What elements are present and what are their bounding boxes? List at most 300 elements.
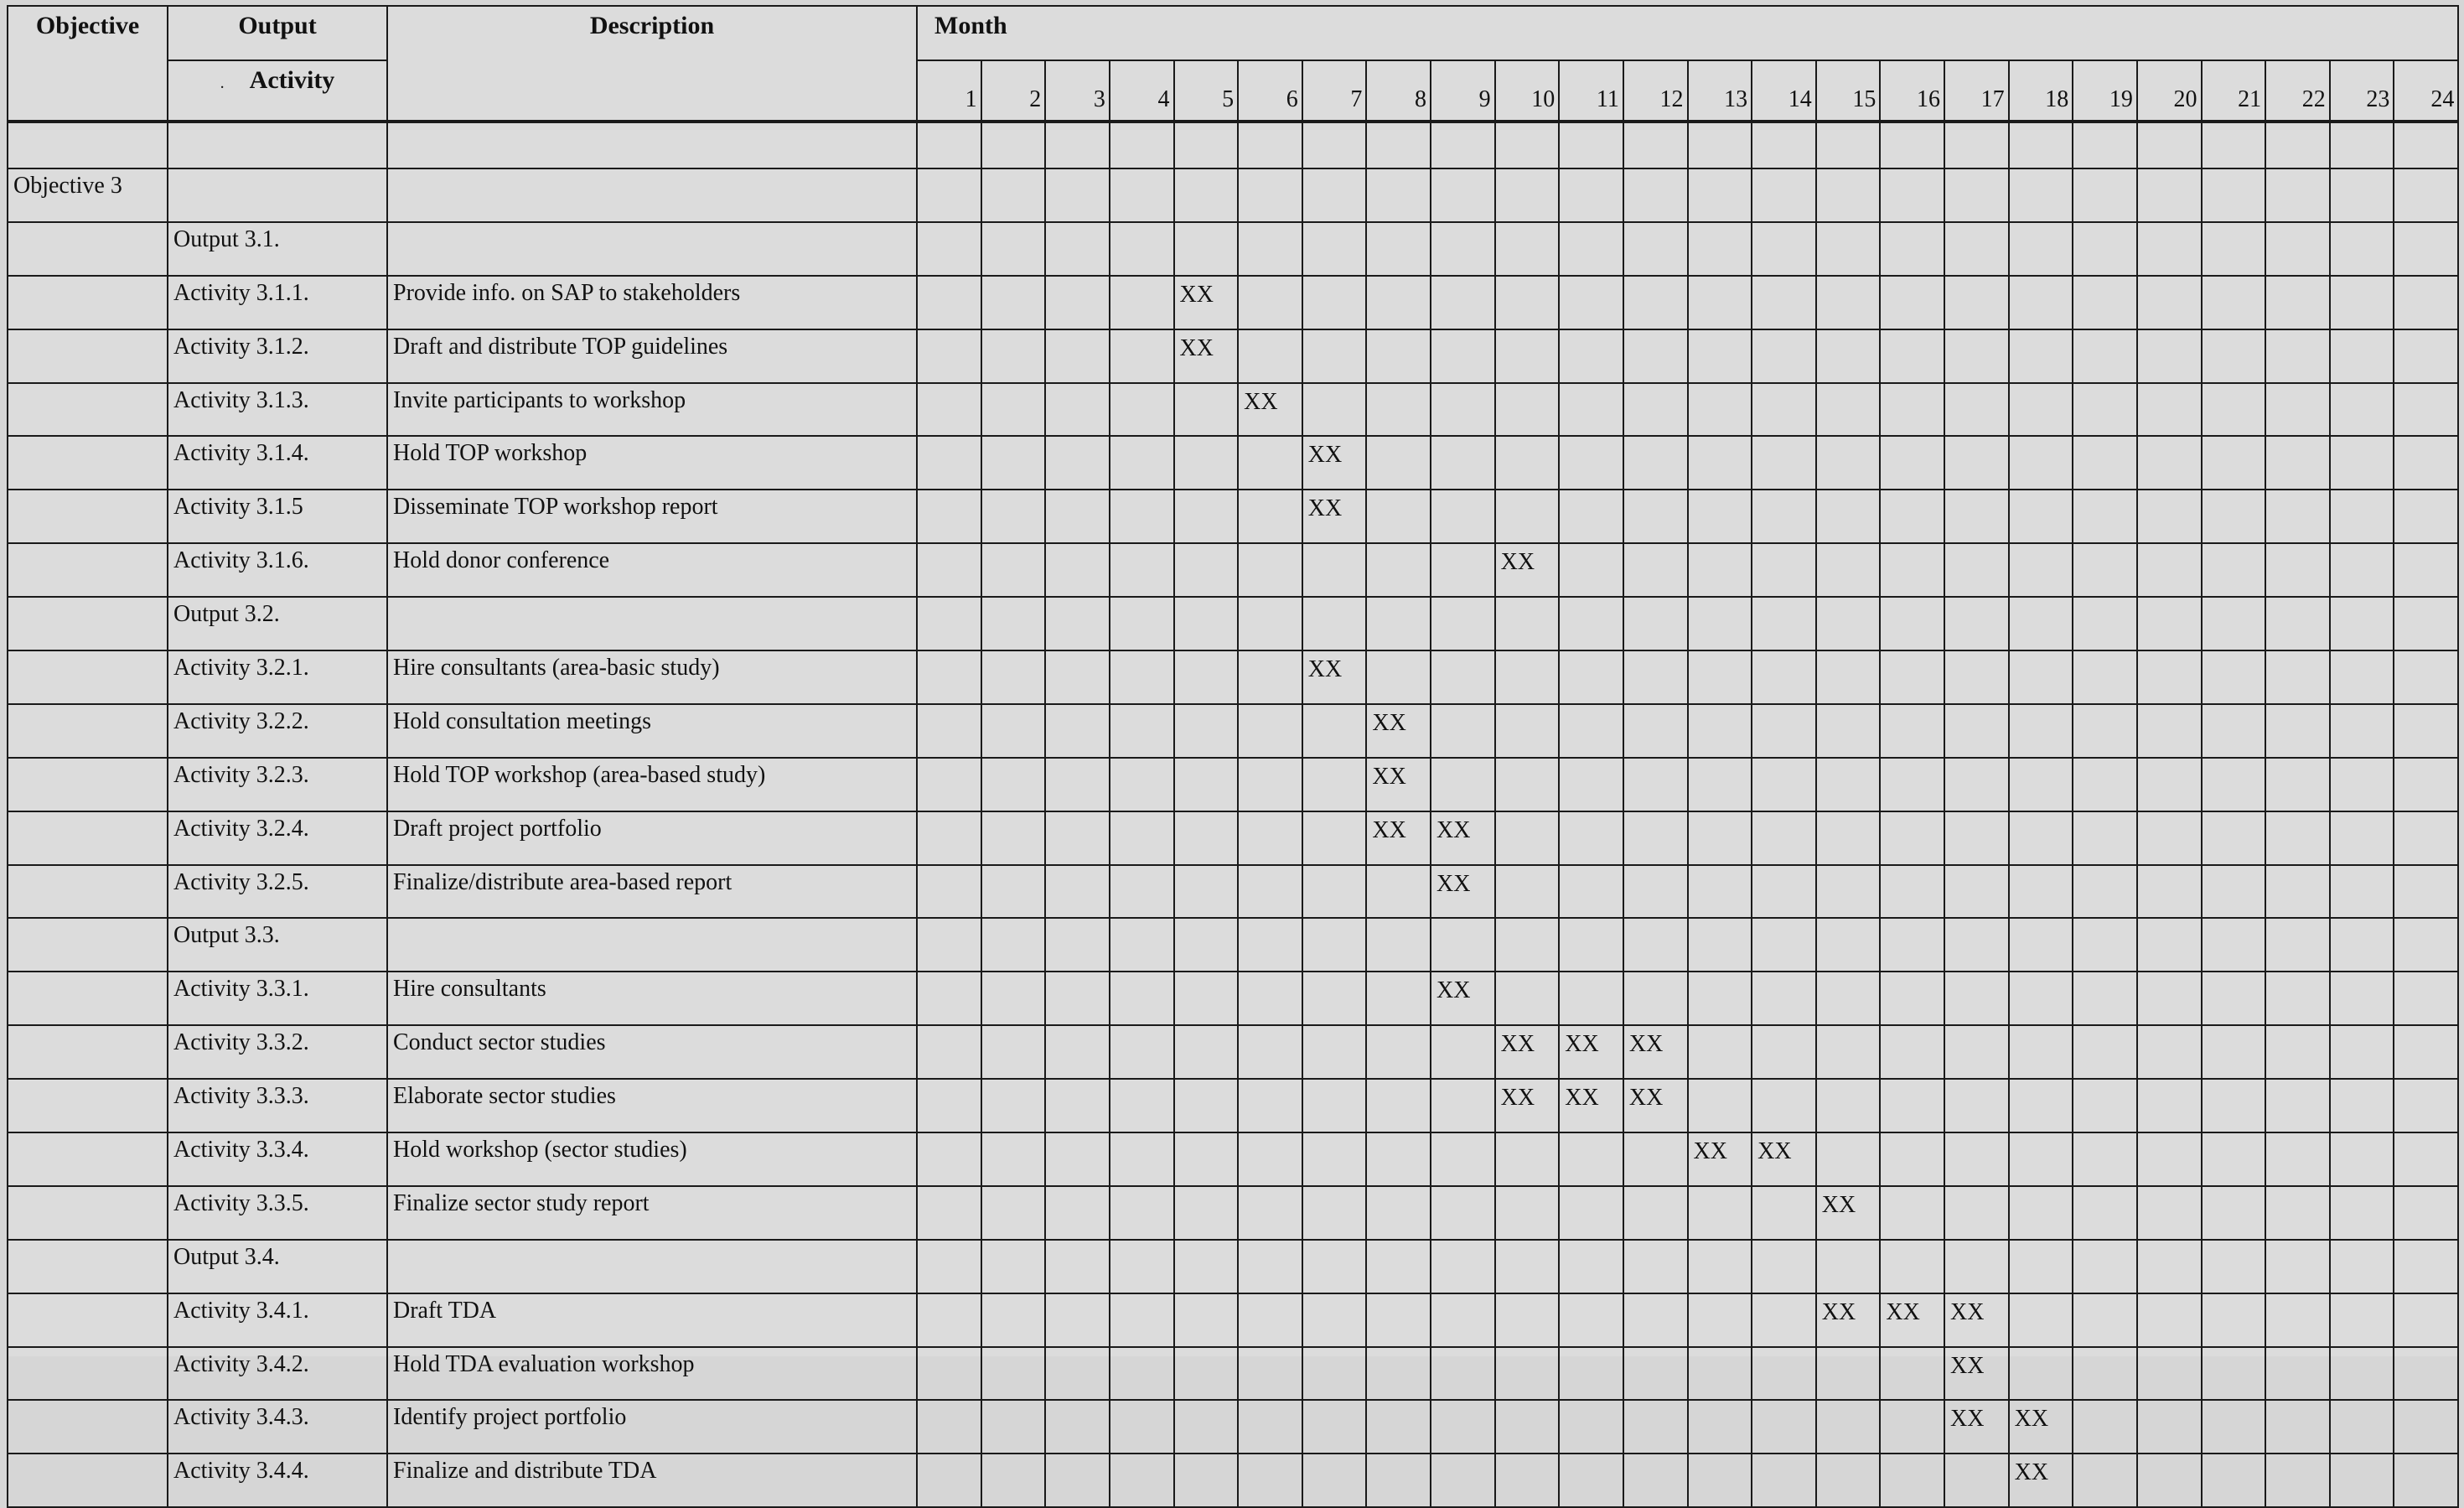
month-cell — [1366, 972, 1431, 1025]
month-cell — [1174, 865, 1239, 919]
month-cell — [1302, 811, 1367, 865]
month-cell — [2137, 811, 2202, 865]
month-cell — [2073, 543, 2137, 597]
month-cell — [1174, 222, 1239, 276]
month-cell — [1623, 1132, 1688, 1186]
month-cell — [1623, 490, 1688, 543]
month-cell — [1623, 168, 1688, 222]
month-cell — [1302, 972, 1367, 1025]
month-number-header: 1 — [917, 60, 981, 122]
month-cell — [1495, 490, 1560, 543]
month-cell — [2265, 1132, 2330, 1186]
month-cell — [1559, 758, 1623, 811]
month-cell — [2394, 490, 2458, 543]
month-cell — [1366, 1025, 1431, 1079]
month-cell — [1816, 704, 1881, 758]
description-header: Description — [387, 6, 917, 60]
month-cell — [2202, 1400, 2266, 1454]
month-cell — [2330, 383, 2394, 437]
month-cell — [1110, 758, 1174, 811]
month-cell — [1110, 1293, 1174, 1347]
month-cell — [2009, 276, 2073, 329]
month-cell — [1944, 1079, 2009, 1132]
month-cell — [2265, 222, 2330, 276]
month-cell — [2073, 758, 2137, 811]
month-cell — [1688, 865, 1752, 919]
month-cell — [2265, 1293, 2330, 1347]
month-cell — [1366, 543, 1431, 597]
description-cell — [387, 1240, 917, 1293]
month-cell — [1366, 1400, 1431, 1454]
month-cell — [1688, 811, 1752, 865]
month-cell — [2330, 1454, 2394, 1507]
month-cell — [1623, 1400, 1688, 1454]
month-cell — [981, 1293, 1046, 1347]
month-cell — [981, 1079, 1046, 1132]
spacer-cell — [1366, 122, 1431, 168]
month-cell — [1752, 222, 1816, 276]
month-cell — [1302, 1240, 1367, 1293]
month-cell — [1944, 222, 2009, 276]
month-cell — [917, 1347, 981, 1401]
month-cell — [1495, 276, 1560, 329]
objective-cell — [8, 490, 168, 543]
month-cell — [1431, 436, 1495, 490]
month-cell — [1238, 490, 1302, 543]
month-cell — [1174, 436, 1239, 490]
objective-cell — [8, 1079, 168, 1132]
objective-cell — [8, 597, 168, 650]
month-cell — [1752, 1025, 1816, 1079]
month-cell — [1559, 1132, 1623, 1186]
month-cell — [1880, 1079, 1944, 1132]
description-cell — [387, 168, 917, 222]
month-cell — [1944, 543, 2009, 597]
month-number-header: 16 — [1880, 60, 1944, 122]
month-cell — [1366, 1347, 1431, 1401]
month-cell — [1623, 1454, 1688, 1507]
month-cell — [1623, 276, 1688, 329]
month-cell — [1623, 1293, 1688, 1347]
month-cell — [2202, 329, 2266, 383]
month-cell — [2009, 918, 2073, 972]
month-cell — [2202, 1186, 2266, 1240]
table-body — [8, 122, 2458, 1507]
description-cell — [387, 222, 917, 276]
month-cell — [1880, 650, 1944, 704]
month-cell — [917, 1454, 981, 1507]
month-cell — [1752, 1347, 1816, 1401]
month-cell — [1880, 222, 1944, 276]
month-cell — [1688, 1293, 1752, 1347]
output-activity-cell: Output 3.2. — [168, 597, 387, 650]
month-cell — [981, 543, 1046, 597]
month-cell — [1045, 918, 1110, 972]
activity-header-label: Activity — [249, 66, 335, 94]
month-number-header: 10 — [1495, 60, 1560, 122]
month-cell — [1110, 1186, 1174, 1240]
month-cell — [1238, 1400, 1302, 1454]
month-cell — [1174, 1025, 1239, 1079]
month-cell — [2394, 758, 2458, 811]
month-number-header: 13 — [1688, 60, 1752, 122]
month-cell — [2137, 1186, 2202, 1240]
month-cell — [1431, 918, 1495, 972]
month-cell — [981, 383, 1046, 437]
month-cell — [1431, 1347, 1495, 1401]
output-header: Output — [168, 6, 387, 60]
month-cell — [2202, 865, 2266, 919]
month-number-header: 20 — [2137, 60, 2202, 122]
month-cell — [1110, 704, 1174, 758]
month-cell — [2394, 1293, 2458, 1347]
month-cell — [2202, 1347, 2266, 1401]
month-cell — [2265, 650, 2330, 704]
month-cell — [1944, 168, 2009, 222]
month-cell — [2073, 1454, 2137, 1507]
month-cell — [1110, 1454, 1174, 1507]
objective-cell — [8, 1240, 168, 1293]
month-cell — [2330, 1132, 2394, 1186]
month-mark-cell: XX — [1302, 490, 1367, 543]
month-cell — [1752, 436, 1816, 490]
month-cell — [2137, 1132, 2202, 1186]
objective-cell — [8, 1454, 168, 1507]
month-cell — [1559, 543, 1623, 597]
month-cell — [2202, 222, 2266, 276]
month-cell — [1880, 383, 1944, 437]
month-cell — [1752, 1293, 1816, 1347]
month-cell — [2265, 436, 2330, 490]
month-cell — [2073, 918, 2137, 972]
month-cell — [1302, 1293, 1367, 1347]
description-cell: Draft TDA — [387, 1293, 917, 1347]
month-cell — [1688, 383, 1752, 437]
month-cell — [917, 329, 981, 383]
month-cell — [2394, 1132, 2458, 1186]
month-cell — [1752, 383, 1816, 437]
month-cell — [2394, 329, 2458, 383]
month-cell — [1302, 168, 1367, 222]
month-number-header: 7 — [1302, 60, 1367, 122]
month-cell — [1238, 650, 1302, 704]
month-cell — [1559, 704, 1623, 758]
month-cell — [2330, 704, 2394, 758]
month-cell — [1495, 1132, 1560, 1186]
month-cell — [2202, 1454, 2266, 1507]
month-cell — [917, 1079, 981, 1132]
month-cell — [2394, 436, 2458, 490]
description-cell: Invite participants to workshop — [387, 383, 917, 437]
description-cell: Hold TOP workshop — [387, 436, 917, 490]
month-mark-cell: XX — [1431, 972, 1495, 1025]
month-cell — [981, 329, 1046, 383]
spacer-cell — [2137, 122, 2202, 168]
month-cell — [1366, 1186, 1431, 1240]
month-cell — [2009, 490, 2073, 543]
month-cell — [2137, 222, 2202, 276]
month-cell — [1688, 436, 1752, 490]
month-cell — [1174, 758, 1239, 811]
month-cell — [1880, 704, 1944, 758]
table-row — [8, 276, 2458, 329]
month-cell — [981, 650, 1046, 704]
month-cell — [1238, 918, 1302, 972]
month-cell — [2073, 597, 2137, 650]
objective-cell — [8, 865, 168, 919]
month-cell — [1045, 543, 1110, 597]
month-cell — [1944, 918, 2009, 972]
month-number-header: 5 — [1174, 60, 1239, 122]
month-cell — [1816, 543, 1881, 597]
month-cell — [1174, 1347, 1239, 1401]
table-row — [8, 650, 2458, 704]
month-cell — [1816, 1132, 1881, 1186]
month-cell — [2137, 1240, 2202, 1293]
month-cell — [1174, 972, 1239, 1025]
month-cell — [1816, 918, 1881, 972]
month-cell — [1110, 865, 1174, 919]
month-cell — [2073, 329, 2137, 383]
month-cell — [1880, 1400, 1944, 1454]
month-cell — [1431, 543, 1495, 597]
month-mark-cell: XX — [1816, 1293, 1881, 1347]
month-cell — [1366, 1454, 1431, 1507]
month-cell — [1816, 329, 1881, 383]
month-cell — [1045, 490, 1110, 543]
objective-cell — [8, 1025, 168, 1079]
month-cell — [1045, 1347, 1110, 1401]
month-cell — [917, 704, 981, 758]
month-cell — [1045, 1186, 1110, 1240]
table-row — [8, 1025, 2458, 1079]
month-cell — [1366, 383, 1431, 437]
activity-header — [168, 60, 387, 122]
month-cell — [2394, 1454, 2458, 1507]
month-cell — [1431, 1132, 1495, 1186]
month-cell — [1045, 1079, 1110, 1132]
month-cell — [1110, 1025, 1174, 1079]
description-cell: Hold donor conference — [387, 543, 917, 597]
month-cell — [1110, 1240, 1174, 1293]
month-mark-cell: XX — [2009, 1454, 2073, 1507]
month-cell — [2009, 222, 2073, 276]
month-cell — [1559, 222, 1623, 276]
description-cell: Provide info. on SAP to stakeholders — [387, 276, 917, 329]
spacer-cell — [1944, 122, 2009, 168]
month-cell — [2330, 1240, 2394, 1293]
spacer-cell — [1045, 122, 1110, 168]
month-cell — [2265, 704, 2330, 758]
month-cell — [2394, 972, 2458, 1025]
month-cell — [1559, 918, 1623, 972]
spacer-cell — [2394, 122, 2458, 168]
month-cell — [1302, 1079, 1367, 1132]
month-cell — [1880, 918, 1944, 972]
month-cell — [2202, 597, 2266, 650]
month-cell — [1238, 543, 1302, 597]
month-cell — [1752, 811, 1816, 865]
month-number-header: 23 — [2330, 60, 2394, 122]
month-cell — [1431, 1400, 1495, 1454]
month-mark-cell: XX — [1366, 758, 1431, 811]
month-cell — [1110, 436, 1174, 490]
month-cell — [981, 597, 1046, 650]
month-cell — [1366, 865, 1431, 919]
month-cell — [1302, 1400, 1367, 1454]
month-cell — [2394, 222, 2458, 276]
month-cell — [1880, 276, 1944, 329]
output-activity-cell: Activity 3.4.3. — [168, 1400, 387, 1454]
month-cell — [2009, 704, 2073, 758]
spacer-cell — [1238, 122, 1302, 168]
month-cell — [1623, 972, 1688, 1025]
month-cell — [2073, 1025, 2137, 1079]
month-cell — [1559, 383, 1623, 437]
month-cell — [2073, 1132, 2137, 1186]
month-cell — [2265, 1347, 2330, 1401]
month-cell — [917, 543, 981, 597]
month-cell — [1623, 222, 1688, 276]
month-cell — [1495, 1454, 1560, 1507]
month-cell — [917, 383, 981, 437]
month-mark-cell: XX — [1880, 1293, 1944, 1347]
month-cell — [1238, 972, 1302, 1025]
output-activity-cell: Activity 3.2.4. — [168, 811, 387, 865]
month-cell — [2009, 543, 2073, 597]
month-cell — [1559, 276, 1623, 329]
month-cell — [1431, 222, 1495, 276]
month-cell — [2009, 972, 2073, 1025]
month-cell — [1816, 1454, 1881, 1507]
month-cell — [2073, 1293, 2137, 1347]
month-cell — [2330, 758, 2394, 811]
month-cell — [1688, 1079, 1752, 1132]
month-cell — [1944, 276, 2009, 329]
month-cell — [1110, 650, 1174, 704]
month-cell — [2009, 329, 2073, 383]
month-cell — [1688, 276, 1752, 329]
month-cell — [1495, 329, 1560, 383]
description-cell: Hold TDA evaluation workshop — [387, 1347, 917, 1401]
month-cell — [1495, 865, 1560, 919]
month-cell — [1623, 1347, 1688, 1401]
month-cell — [2009, 168, 2073, 222]
work-plan-document — [7, 5, 2457, 1486]
month-cell — [2009, 650, 2073, 704]
month-cell — [1880, 168, 1944, 222]
month-cell — [2330, 1079, 2394, 1132]
month-cell — [2202, 918, 2266, 972]
month-cell — [917, 811, 981, 865]
month-cell — [2265, 918, 2330, 972]
month-cell — [1110, 918, 1174, 972]
month-cell — [1623, 650, 1688, 704]
month-cell — [2137, 597, 2202, 650]
month-cell — [2137, 436, 2202, 490]
month-cell — [1752, 543, 1816, 597]
month-cell — [1688, 222, 1752, 276]
output-activity-cell: Activity 3.1.2. — [168, 329, 387, 383]
month-mark-cell: XX — [1431, 865, 1495, 919]
spacer-cell — [981, 122, 1046, 168]
month-cell — [1880, 1454, 1944, 1507]
table-row — [8, 436, 2458, 490]
month-cell — [917, 1132, 981, 1186]
month-cell — [1559, 811, 1623, 865]
month-cell — [1816, 436, 1881, 490]
month-cell — [1045, 383, 1110, 437]
month-cell — [917, 758, 981, 811]
month-cell — [2009, 1347, 2073, 1401]
month-cell — [1045, 329, 1110, 383]
objective-cell — [8, 1132, 168, 1186]
table-row — [8, 865, 2458, 919]
table-row — [8, 1079, 2458, 1132]
month-cell — [1238, 704, 1302, 758]
spacer-cell — [1880, 122, 1944, 168]
month-cell — [2009, 1186, 2073, 1240]
month-cell — [1816, 490, 1881, 543]
month-cell — [917, 490, 981, 543]
month-cell — [2073, 650, 2137, 704]
month-cell — [1045, 222, 1110, 276]
month-cell — [1944, 597, 2009, 650]
output-activity-cell — [168, 168, 387, 222]
table-row — [8, 918, 2458, 972]
month-cell — [1238, 1079, 1302, 1132]
month-cell — [1944, 704, 2009, 758]
month-cell — [981, 918, 1046, 972]
description-cell: Hire consultants — [387, 972, 917, 1025]
output-activity-cell: Activity 3.3.1. — [168, 972, 387, 1025]
month-cell — [1174, 597, 1239, 650]
month-cell — [2137, 329, 2202, 383]
month-cell — [1880, 1186, 1944, 1240]
objective-cell — [8, 436, 168, 490]
month-cell — [2330, 650, 2394, 704]
month-cell — [981, 1347, 1046, 1401]
description-cell: Disseminate TOP workshop report — [387, 490, 917, 543]
spacer-cell — [2202, 122, 2266, 168]
month-cell — [2394, 1347, 2458, 1401]
month-cell — [1623, 704, 1688, 758]
month-cell — [1688, 704, 1752, 758]
month-cell — [1688, 1025, 1752, 1079]
objective-cell — [8, 329, 168, 383]
month-cell — [2009, 1240, 2073, 1293]
output-activity-cell: Activity 3.3.5. — [168, 1186, 387, 1240]
month-cell — [1495, 704, 1560, 758]
month-cell — [1045, 865, 1110, 919]
month-cell — [2137, 543, 2202, 597]
month-cell — [2394, 1400, 2458, 1454]
table-row — [8, 383, 2458, 437]
month-cell — [1238, 222, 1302, 276]
month-cell — [1174, 490, 1239, 543]
month-cell — [1174, 1240, 1239, 1293]
month-cell — [2265, 1079, 2330, 1132]
month-cell — [1944, 811, 2009, 865]
month-number-header: 3 — [1045, 60, 1110, 122]
month-cell — [2330, 918, 2394, 972]
month-cell — [1944, 436, 2009, 490]
month-cell — [2202, 383, 2266, 437]
month-cell — [1880, 1132, 1944, 1186]
month-cell — [1238, 811, 1302, 865]
month-cell — [1045, 436, 1110, 490]
month-cell — [1495, 222, 1560, 276]
